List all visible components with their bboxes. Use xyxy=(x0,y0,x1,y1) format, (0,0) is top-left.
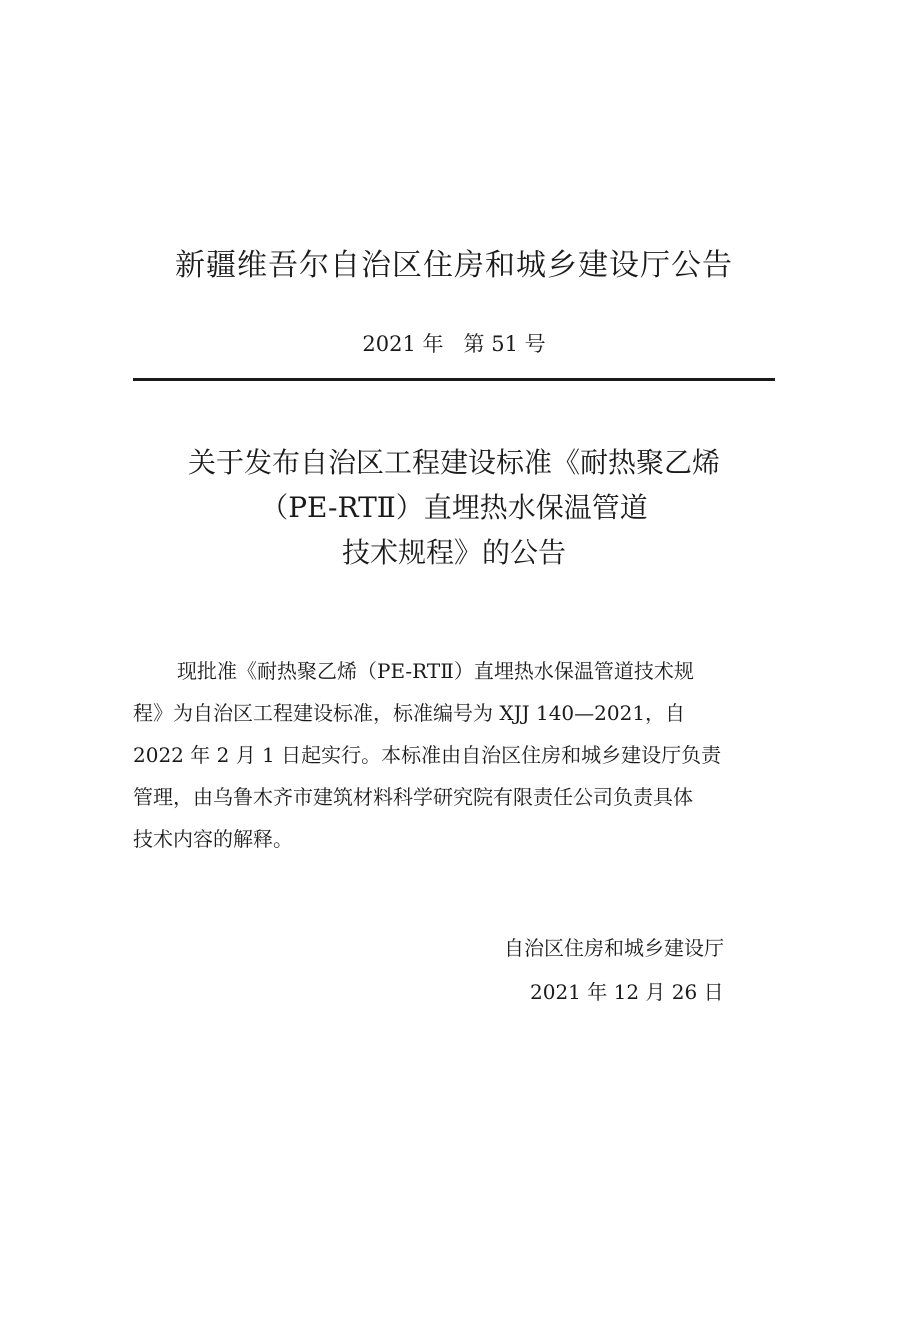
announcement-title xyxy=(0,440,908,575)
title-line: 关于发布自治区工程建设标准《耐热聚乙烯 xyxy=(187,446,720,479)
header-divider xyxy=(133,378,775,381)
body-line: 现批准《耐热聚乙烯（PE-RTⅡ）直埋热水保温管道技术规 xyxy=(177,659,694,683)
issue-number: 2021 年 第 51 号 xyxy=(362,332,546,356)
body-line: 2022 年 2 月 1 日起实行。本标准由自治区住房和城乡建设厅负责 xyxy=(133,743,722,767)
title-line: 技术规程》的公告 xyxy=(341,536,566,569)
signing-organization: 自治区住房和城乡建设厅 xyxy=(504,936,724,960)
body-line: 管理，由乌鲁木齐市建筑材料科学研究院有限责任公司负责具体 xyxy=(133,785,693,809)
body-line: 程》为自治区工程建设标准，标准编号为 XJJ 140—2021，自 xyxy=(133,701,686,725)
issuer-heading: 新疆维吾尔自治区住房和城乡建设厅公告 xyxy=(175,248,733,283)
title-line: （PE-RTⅡ）直埋热水保温管道 xyxy=(260,491,648,524)
announcement-body xyxy=(133,650,775,860)
body-line: 技术内容的解释。 xyxy=(133,827,293,851)
signing-date: 2021 年 12 月 26 日 xyxy=(530,980,724,1004)
